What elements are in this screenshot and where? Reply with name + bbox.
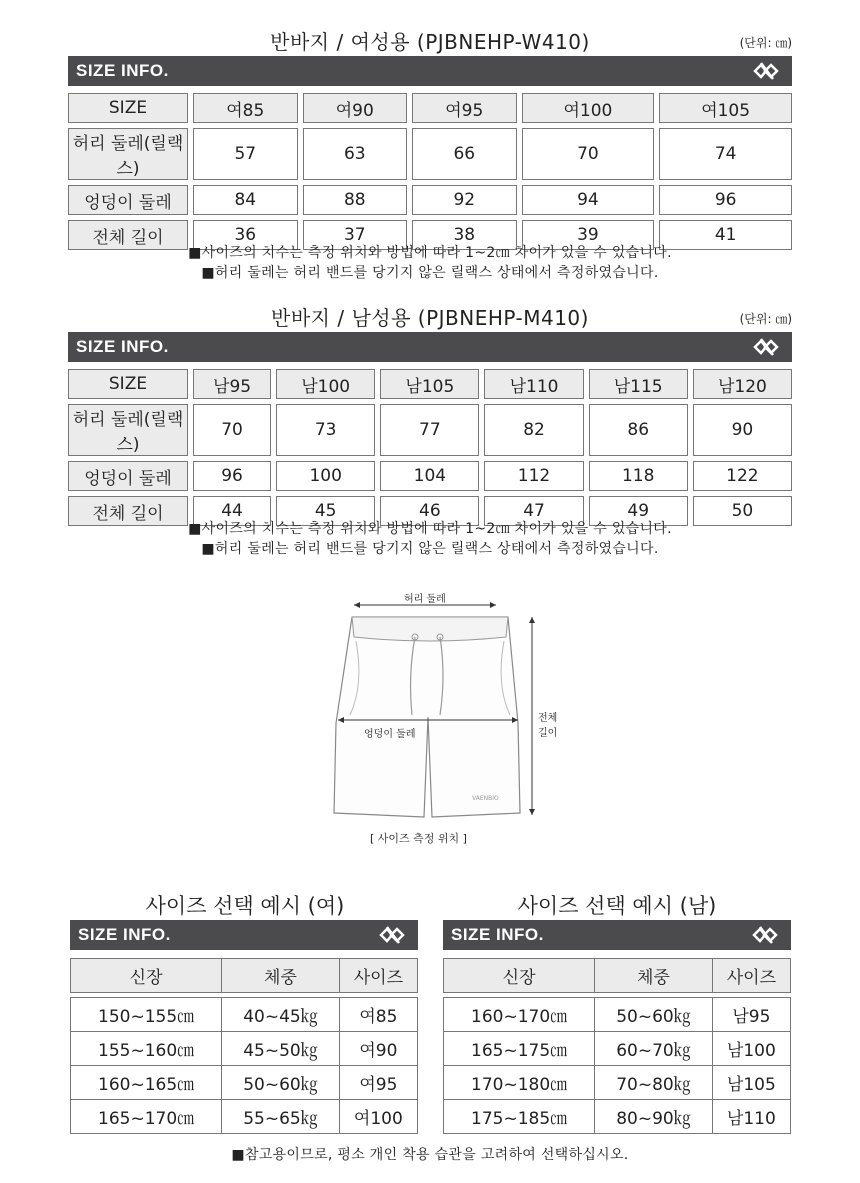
size-cell: 남105: [712, 1066, 790, 1100]
height-cell: 175~185㎝: [444, 1100, 595, 1134]
select-header-cell: 체중: [595, 959, 713, 993]
size-header-cell: 여90: [303, 93, 408, 123]
size-header-cell: 여105: [659, 93, 792, 123]
select-men-table: [443, 958, 791, 1134]
measurement-cell: 63: [303, 128, 408, 180]
waist-label: 허리 둘레: [404, 594, 446, 605]
measurement-cell: 90: [693, 404, 792, 456]
select-men-size-info-bar: [443, 920, 791, 950]
weight-cell: 70~80㎏: [595, 1066, 713, 1100]
measurement-cell: 104: [380, 461, 479, 491]
select-men-title: 사이즈 선택 예시 (남): [517, 894, 717, 918]
men-note-1: ■사이즈의 치수는 측정 위치와 방법에 따라 1~2㎝ 차이가 있을 수 있습니다.: [188, 521, 672, 537]
size-header-row: [68, 93, 792, 123]
row-label: 엉덩이 둘레: [68, 185, 188, 215]
women-unit: (단위: ㎝): [739, 36, 792, 50]
select-header-row: [444, 959, 791, 993]
diagram-caption: [ 사이즈 측정 위치 ]: [370, 832, 467, 845]
size-header-cell: 여95: [412, 93, 517, 123]
row-label: 허리 둘레(릴랙스): [68, 404, 188, 456]
shorts-illustration: [320, 585, 560, 850]
measurement-cell: 57: [193, 128, 298, 180]
table-row: [444, 1032, 791, 1066]
women-size-info-bar: [68, 56, 792, 86]
size-header-cell: 여85: [193, 93, 298, 123]
women-size-table: [63, 88, 797, 255]
height-cell: 170~180㎝: [444, 1066, 595, 1100]
women-note-1: ■사이즈의 치수는 측정 위치와 방법에 따라 1~2㎝ 차이가 있을 수 있습니다.: [188, 245, 672, 261]
size-header-cell: 남120: [693, 369, 792, 399]
measurement-cell: 39: [522, 220, 655, 250]
hip-label: 엉덩이 둘레: [364, 729, 416, 740]
row-label: 전체 길이: [68, 496, 188, 526]
men-unit: (단위: ㎝): [739, 312, 792, 326]
men-title: 반바지 / 남성용 (PJBNEHP-M410): [271, 306, 589, 330]
select-header-row: [71, 959, 418, 993]
women-note-2: ■허리 둘레는 허리 밴드를 당기지 않은 릴랙스 상태에서 측정하였습니다.: [201, 265, 659, 281]
size-header-label: SIZE: [68, 369, 188, 399]
height-cell: 165~175㎝: [444, 1032, 595, 1066]
weight-cell: 60~70㎏: [595, 1032, 713, 1066]
row-label: 허리 둘레(릴랙스): [68, 128, 188, 180]
size-cell: 여100: [339, 1100, 417, 1134]
weight-cell: 80~90㎏: [595, 1100, 713, 1134]
table-row: [68, 128, 792, 180]
length-label: 전체 길이: [538, 713, 558, 739]
measurement-cell: 70: [193, 404, 271, 456]
measurement-cell: 41: [659, 220, 792, 250]
men-size-info-bar: [68, 332, 792, 362]
select-header-cell: 신장: [444, 959, 595, 993]
size-cell: 남110: [712, 1100, 790, 1134]
weight-cell: 40~45㎏: [222, 998, 340, 1032]
size-cell: 여95: [339, 1066, 417, 1100]
table-row: [68, 185, 792, 215]
select-header-cell: 사이즈: [339, 959, 417, 993]
measurement-cell: 44: [193, 496, 271, 526]
select-women-table: [70, 958, 418, 1134]
measurement-cell: 38: [412, 220, 517, 250]
height-cell: 160~170㎝: [444, 998, 595, 1032]
table-row: [444, 1100, 791, 1134]
size-header-cell: 여100: [522, 93, 655, 123]
table-row: [68, 404, 792, 456]
measurement-cell: 77: [380, 404, 479, 456]
size-header-label: SIZE: [68, 93, 188, 123]
measurement-cell: 84: [193, 185, 298, 215]
size-cell: 여85: [339, 998, 417, 1032]
shorts-measurement-diagram: [320, 585, 560, 850]
measurement-cell: 94: [522, 185, 655, 215]
brand-logo-icon: [378, 925, 408, 955]
measurement-cell: 74: [659, 128, 792, 180]
size-header-cell: 남105: [380, 369, 479, 399]
select-women-title: 사이즈 선택 예시 (여): [145, 894, 345, 918]
size-info-label: SIZE INFO.: [451, 925, 544, 944]
size-header-row: [68, 369, 792, 399]
size-info-label: SIZE INFO.: [76, 337, 169, 356]
size-info-label: SIZE INFO.: [76, 61, 169, 80]
select-header-cell: 체중: [222, 959, 340, 993]
measurement-cell: 70: [522, 128, 655, 180]
brand-logo-icon: [752, 61, 782, 91]
men-size-table: [63, 364, 797, 531]
brand-logo-icon: [752, 337, 782, 367]
row-label: 엉덩이 둘레: [68, 461, 188, 491]
measurement-cell: 96: [193, 461, 271, 491]
measurement-cell: 73: [276, 404, 375, 456]
women-title: 반바지 / 여성용 (PJBNEHP-W410): [270, 30, 590, 54]
measurement-cell: 82: [484, 404, 583, 456]
measurement-cell: 49: [589, 496, 688, 526]
table-row: [71, 1100, 418, 1134]
brand-logo-icon: [751, 925, 781, 955]
measurement-cell: 118: [589, 461, 688, 491]
measurement-cell: 100: [276, 461, 375, 491]
select-women-size-info-bar: [70, 920, 418, 950]
table-row: [444, 1066, 791, 1100]
measurement-cell: 96: [659, 185, 792, 215]
weight-cell: 45~50㎏: [222, 1032, 340, 1066]
table-row: [68, 461, 792, 491]
table-row: [71, 998, 418, 1032]
weight-cell: 55~65㎏: [222, 1100, 340, 1134]
size-cell: 여90: [339, 1032, 417, 1066]
size-header-cell: 남110: [484, 369, 583, 399]
measurement-cell: 66: [412, 128, 517, 180]
size-header-cell: 남95: [193, 369, 271, 399]
weight-cell: 50~60㎏: [595, 998, 713, 1032]
measurement-cell: 47: [484, 496, 583, 526]
size-header-cell: 남100: [276, 369, 375, 399]
measurement-cell: 36: [193, 220, 298, 250]
measurement-cell: 88: [303, 185, 408, 215]
measurement-cell: 92: [412, 185, 517, 215]
size-cell: 남95: [712, 998, 790, 1032]
table-row: [444, 998, 791, 1032]
height-cell: 160~165㎝: [71, 1066, 222, 1100]
footer-note: ■참고용이므로, 평소 개인 착용 습관을 고려하여 선택하십시오.: [231, 1147, 629, 1163]
size-cell: 남100: [712, 1032, 790, 1066]
measurement-cell: 46: [380, 496, 479, 526]
select-header-cell: 사이즈: [712, 959, 790, 993]
brand-mark-print: VAENBIO: [472, 795, 499, 802]
measurement-cell: 122: [693, 461, 792, 491]
measurement-cell: 45: [276, 496, 375, 526]
measurement-cell: 37: [303, 220, 408, 250]
measurement-cell: 112: [484, 461, 583, 491]
table-row: [71, 1032, 418, 1066]
size-header-cell: 남115: [589, 369, 688, 399]
row-label: 전체 길이: [68, 220, 188, 250]
height-cell: 155~160㎝: [71, 1032, 222, 1066]
size-info-label: SIZE INFO.: [78, 925, 171, 944]
weight-cell: 50~60㎏: [222, 1066, 340, 1100]
measurement-cell: 86: [589, 404, 688, 456]
select-header-cell: 신장: [71, 959, 222, 993]
table-row: [71, 1066, 418, 1100]
height-cell: 150~155㎝: [71, 998, 222, 1032]
height-cell: 165~170㎝: [71, 1100, 222, 1134]
measurement-cell: 50: [693, 496, 792, 526]
men-note-2: ■허리 둘레는 허리 밴드를 당기지 않은 릴랙스 상태에서 측정하였습니다.: [201, 541, 659, 557]
